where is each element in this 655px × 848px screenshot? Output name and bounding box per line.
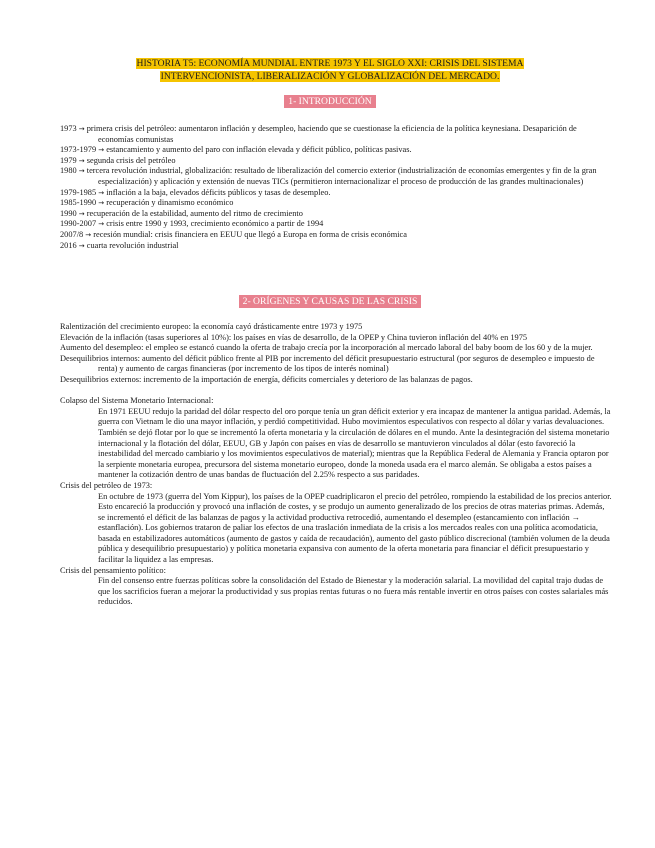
- subsection-title: Crisis del petróleo de 1973:: [60, 480, 153, 490]
- section-heading-origenes: 2- ORÍGENES Y CAUSAS DE LAS CRISIS: [60, 296, 600, 309]
- document-title: [60, 58, 600, 83]
- arrow-icon: →: [98, 188, 105, 197]
- causes-list: [60, 322, 612, 608]
- timeline-item: 1980 → tercera revolución industrial, globalización: resultado de liberalización del comercio exterior (industrialización de economías emergentes y fin de la gran especialización) y aplicación y extensión de nuevas TICs (permitieron internacionalizar el proceso de producción de las grandes multinacionales): [60, 166, 597, 186]
- section-heading-introduccion: 1- INTRODUCCIÓN: [60, 96, 600, 109]
- title-line-1: HISTORIA T5: ECONOMÍA MUNDIAL ENTRE 1973 Y EL SIGLO XXI: CRISIS DEL SISTEMA: [136, 58, 524, 69]
- cause-item: Ralentización del crecimiento europeo: la economía cayó drásticamente entre 1973 y 1975: [60, 322, 363, 331]
- cause-item: Aumento del desempleo: el empleo se estancó cuando la oferta de trabajo crecía por la incorporación al mercado laboral del baby boom de los 60 y de la mujer.: [60, 343, 593, 353]
- subsection-body: Fin del consenso entre fuerzas políticas sobre la consolidación del Estado de Bienestar y la moderación salarial. La movilidad del capital trajo dudas de que los sacrificios fueran a mejorar la productividad y sus propias rentas futuras o no fuera más rentable invertir en otros países con costes salariales más reducidos.: [98, 576, 609, 607]
- cause-item: Desequilibrios externos: incremento de la importación de energía, déficits comerciales y deterioro de las balanzas de pagos.: [60, 374, 473, 384]
- arrow-icon: →: [85, 230, 92, 239]
- subsection-title: Crisis del pensamiento político:: [60, 565, 166, 575]
- title-line-2: INTERVENCIONISTA, LIBERALIZACIÓN Y GLOBALIZACIÓN DEL MERCADO.: [160, 70, 500, 82]
- cause-item: Desequilibrios internos: aumento del déficit público frente al PIB por incremento del déficit presupuestario estructural (por seguros de desempleo e impuesto de renta) y aumento de cargas financieras (por incremento de los tipos de interés nominal): [60, 353, 595, 374]
- timeline-item: 1979 → segunda crisis del petróleo: [60, 155, 176, 165]
- arrow-icon: →: [78, 156, 85, 165]
- arrow-icon: →: [78, 241, 85, 250]
- timeline-item: 1973-1979 → estancamiento y aumento del paro con inflación elevada y déficit público, políticas pasivas.: [60, 145, 412, 155]
- timeline-list: [60, 124, 610, 251]
- timeline-item: 1990 → recuperación de la estabilidad, aumento del ritmo de crecimiento: [60, 208, 303, 218]
- arrow-icon: →: [98, 146, 105, 155]
- arrow-icon: →: [78, 167, 85, 176]
- subsection-body: En octubre de 1973 (guerra del Yom Kippur), los países de la OPEP cuadriplicaron el precio del petróleo, rompiendo la estabilidad de los precios anterior. Esto encareció la producción y provocó una inflación de costes, y se produjo un aumento generalizado de los precios de otras materias primas. Además, se incrementó el déficit de las balanzas de pagos y la actividad productiva retrocedió, aumentando el desempleo (estancamiento con inflación → estanflación). Los gobiernos trataron de paliar los efectos de una traslación inmediata de la crisis a los mercados reales con una política acomodaticia, basada en estabilizadores automáticos (aumento de gastos y caída de recaudación), aumento del gasto público discrecional (también volumen de la deuda pública y desequilibrio presupuestario) y política monetaria expansiva con aumento de la oferta monetaria para financiar el déficit presupuestario y facilitar la liquidez a las empresas.: [98, 491, 612, 565]
- timeline-item: 1990-2007 → crisis entre 1990 y 1993, crecimiento económico a partir de 1994: [60, 219, 324, 229]
- subsection-body: En 1971 EEUU redujo la paridad del dólar respecto del oro porque tenía un gran déficit exterior y era incapaz de mantener la antigua paridad. Además, la guerra con Vietnam le dio una mayor inflación, y perdió competitividad. Hubo movimientos especulativos con respecto al dólar y varias devaluaciones. También se dejó flotar por lo que se incrementó la oferta monetaria y la circulación de dólares en el mundo. Ante la desintegración del sistema monetario internacional y la flotación del dólar, EEUU, GB y Japón con países en vías de desarrollo se mantuvieron vinculados al dólar (esto favoreció la inestabilidad del mercado cambiario y los movimientos especulativos de material); mientras que la República Federal de Alemania y Francia optaron por la serpiente monetaria europea, precursora del sistema monetario europeo, donde la moneda usada era el marco alemán. Se obligaba a estos países a mantener la cotización dentro de unas bandas de fluctuación del 2.25% respecto a sus paridades.: [98, 406, 611, 480]
- arrow-icon: →: [98, 220, 105, 229]
- timeline-item: 1973 → primera crisis del petróleo: aumentaron inflación y desempleo, haciendo que se cuestionase la eficiencia de la política keynesiana. Desaparición de economías comunistas: [60, 124, 577, 144]
- timeline-item: 1979-1985 → inflación a la baja, elevados déficits públicos y tasas de desempleo.: [60, 187, 331, 197]
- cause-item: Elevación de la inflación (tasas superiores al 10%): los países en vías de desarrollo, de la OPEP y China tuvieron inflación del 40% en 1975: [60, 332, 528, 342]
- subsection-title: Colapso del Sistema Monetario Internacional:: [60, 396, 214, 406]
- timeline-item: 2007/8 → recesión mundial: crisis financiera en EEUU que llegó a Europa en forma de crisis económica: [60, 229, 407, 239]
- timeline-item: 1985-1990 → recuperación y dinamismo económico: [60, 198, 234, 208]
- arrow-icon: →: [98, 199, 105, 208]
- arrow-icon: →: [78, 209, 85, 218]
- arrow-icon: →: [78, 125, 85, 133]
- timeline-item: 2016 → cuarta revolución industrial: [60, 240, 179, 250]
